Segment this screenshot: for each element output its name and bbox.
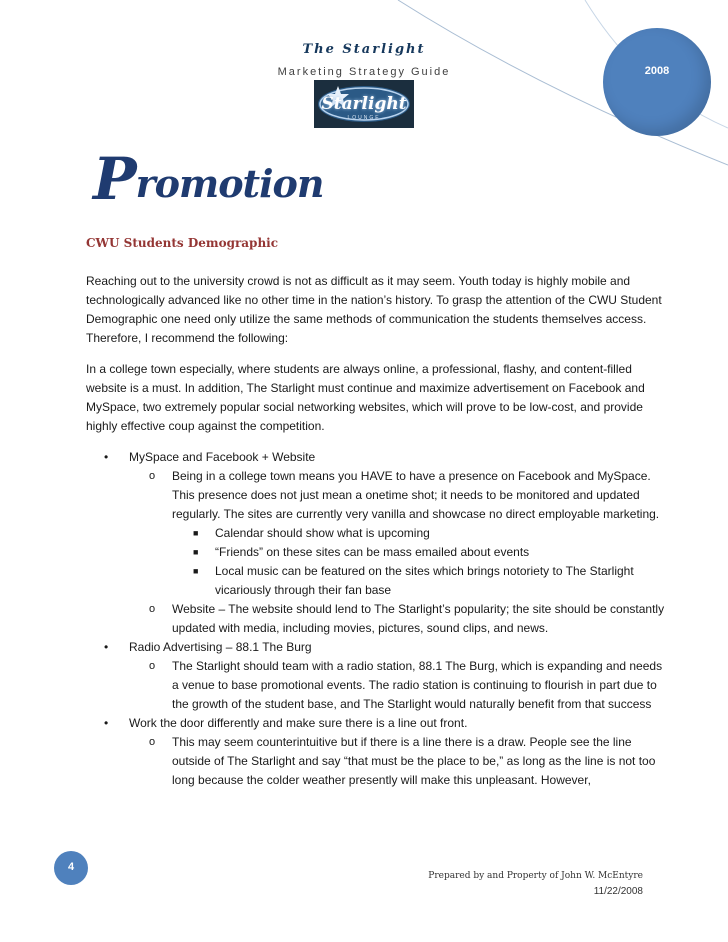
list-item [172,543,666,562]
list-item-text: Calendar should show what is upcoming [215,526,430,540]
heading-rest: romotion [135,161,324,206]
logo-subtext: LOUNGE [347,115,381,121]
circle-bullet-icon: o [149,736,156,748]
footer-date: 11/22/2008 [593,886,643,897]
year-label: 2008 [644,65,670,77]
circle-bullet-icon: o [149,660,156,672]
footer [428,869,643,899]
list-item [86,714,666,790]
list-item [129,600,666,638]
circle-bullet-icon: o [149,603,156,615]
footer-prepared-by: Prepared by and Property of John W. McEntyre [428,871,643,881]
list-item-text: “Friends” on these sites can be mass emailed about events [215,545,530,559]
body-content [86,272,666,790]
recommendation-list [86,448,666,790]
list-item [172,562,666,600]
list-item-text: The Starlight should team with a radio station, 88.1 The Burg, which is expanding and needs a venue to base promotional events. The radio station is continuing to flourish in part due to the growth of the student base, and The Starlight would naturally benefit from that success [172,659,663,711]
list-item [86,638,666,714]
circle-bullet-icon: o [149,470,156,482]
starlight-logo [314,80,414,128]
list-item [129,467,666,600]
logo-text: Starlight [321,94,407,114]
bullet-icon: • [104,716,109,730]
list-item-text: MySpace and Facebook + Website [129,450,316,464]
year-badge [603,28,711,136]
heading-initial: P [93,145,136,213]
list-item [129,657,666,714]
document-subtitle: Marketing Strategy Guide [277,66,451,78]
page-number: 4 [67,861,75,873]
section-subheading: CWU Students Demographic [86,236,279,250]
list-item-text: Website – The website should lend to The Starlight’s popularity; the site should be constantly updated with media, including movies, pictures, sound clips, and news. [172,602,665,635]
bullet-icon: • [104,640,109,654]
section-heading [93,145,324,213]
list-item-text: Being in a college town means you HAVE to have a presence on Facebook and MySpace. This presence does not just mean a onetime shot; it needs to be monitored and updated regularly. The sites are currently very vanilla and showcase no direct employable marketing. [172,469,660,521]
document-title: The Starlight [302,42,426,57]
square-bullet-icon: ■ [193,528,199,538]
list-item-text: Radio Advertising – 88.1 The Burg [129,640,312,654]
bullet-icon: • [104,450,109,464]
list-item [86,448,666,638]
list-item-text: Work the door differently and make sure there is a line out front. [129,716,468,730]
square-bullet-icon: ■ [193,547,199,557]
square-bullet-icon: ■ [193,566,199,576]
paragraph-intro: Reaching out to the university crowd is not as difficult as it may seem. Youth today is highly mobile and technologically advanced like no other time in the nation’s history. To grasp the attention of the CWU Student Demographic one need only utilize the same methods of communication the students themselves access. Therefore, I recommend the following: [86,274,662,345]
list-item-text: Local music can be featured on the sites which brings notoriety to The Starlight vicariously through their fan base [215,564,634,597]
list-item [129,733,666,790]
list-item-text: This may seem counterintuitive but if there is a line there is a draw. People see the line outside of The Starlight and say “that must be the place to be,” as long as the line is not too long because the colder weather presently will make this unpleasant. However, [172,735,656,787]
list-item [172,524,666,543]
paragraph-website: In a college town especially, where students are always online, a professional, flashy, and content-filled website is a must. In addition, The Starlight must continue and maximize advertisement on Facebook and MySpace, two extremely popular social networking websites, which will prove to be low-cost, and provide highly effective coup against the competition. [86,362,645,433]
